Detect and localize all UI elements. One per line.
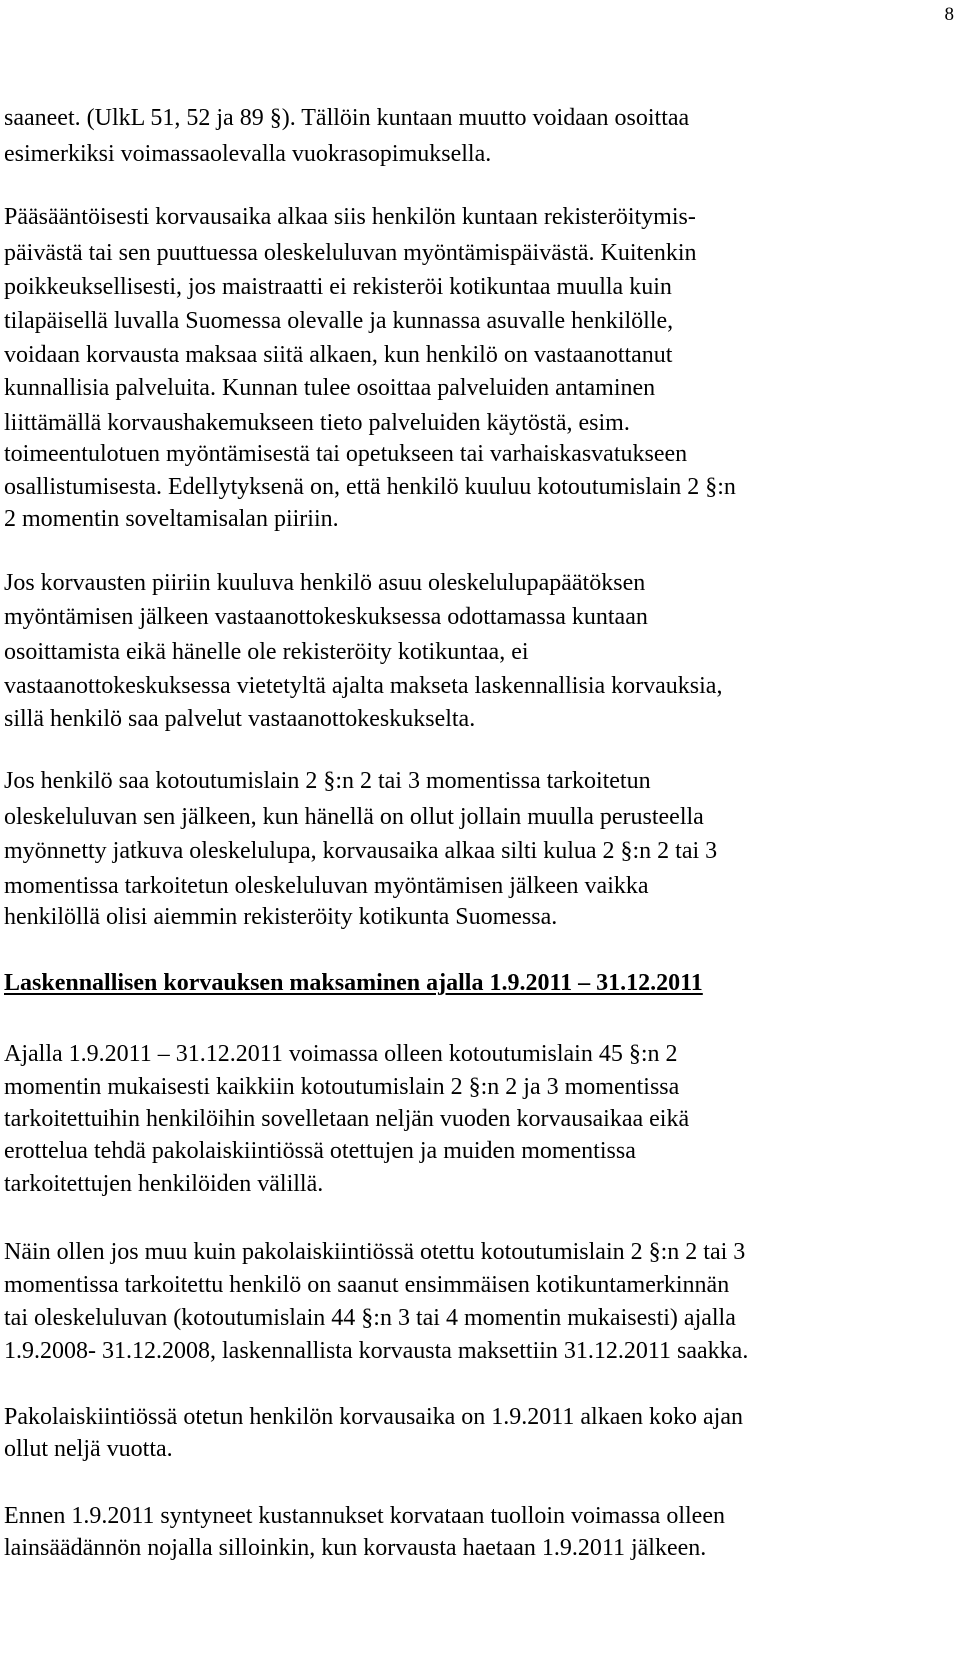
text-line: tilapäisellä luvalla Suomessa olevalle ja kunnassa asuvalle henkilölle, [4, 308, 674, 334]
text-line: momentin mukaisesti kaikkiin kotoutumislain 2 §:n 2 ja 3 momentissa [4, 1074, 680, 1100]
text-line: Pääsääntöisesti korvausaika alkaa siis henkilön kuntaan rekisteröitymis- [4, 204, 696, 230]
text-line: 2 momentin soveltamisalan piiriin. [4, 506, 339, 532]
text-line: tarkoitettuihin henkilöihin sovelletaan neljän vuoden korvausaikaa eikä [4, 1106, 690, 1132]
text-line: Pakolaiskiintiössä otetun henkilön korvausaika on 1.9.2011 alkaen koko ajan [4, 1404, 743, 1430]
text-line: Ajalla 1.9.2011 – 31.12.2011 voimassa olleen kotoutumislain 45 §:n 2 [4, 1041, 678, 1067]
text-line: vastaanottokeskuksessa vietetyltä ajalta makseta laskennallisia korvauksia, [4, 673, 723, 699]
text-line: erottelua tehdä pakolaiskiintiössä otettujen ja muiden momentissa [4, 1138, 636, 1164]
text-line: päivästä tai sen puuttuessa oleskeluluvan myöntämispäivästä. Kuitenkin [4, 240, 697, 266]
text-line: Jos henkilö saa kotoutumislain 2 §:n 2 tai 3 momentissa tarkoitetun [4, 768, 651, 794]
text-line: 1.9.2008- 31.12.2008, laskennallista korvausta maksettiin 31.12.2011 saakka. [4, 1338, 749, 1364]
text-line: sillä henkilö saa palvelut vastaanottokeskukselta. [4, 706, 476, 732]
text-line: ollut neljä vuotta. [4, 1436, 173, 1462]
text-line: osallistumisesta. Edellytyksenä on, että henkilö kuuluu kotoutumislain 2 §:n [4, 474, 736, 500]
text-line: henkilöllä olisi aiemmin rekisteröity kotikunta Suomessa. [4, 904, 558, 930]
text-line: oleskeluluvan sen jälkeen, kun hänellä on ollut jollain muulla perusteella [4, 804, 704, 830]
text-line: esimerkiksi voimassaolevalla vuokrasopimuksella. [4, 141, 492, 167]
text-line: saaneet. (UlkL 51, 52 ja 89 §). Tällöin kuntaan muutto voidaan osoittaa [4, 105, 690, 131]
text-line: tai oleskeluluvan (kotoutumislain 44 §:n 3 tai 4 momentin mukaisesti) ajalla [4, 1305, 736, 1331]
text-line: osoittamista eikä hänelle ole rekisteröity kotikuntaa, ei [4, 639, 529, 665]
text-line: liittämällä korvaushakemukseen tieto palveluiden käytöstä, esim. [4, 410, 630, 436]
text-line: lainsäädännön nojalla silloinkin, kun korvausta haetaan 1.9.2011 jälkeen. [4, 1535, 707, 1561]
text-line: myönnetty jatkuva oleskelulupa, korvausaika alkaa silti kulua 2 §:n 2 tai 3 [4, 838, 718, 864]
text-line: momentissa tarkoitettu henkilö on saanut ensimmäisen kotikuntamerkinnän [4, 1272, 730, 1298]
text-line: toimeentulotuen myöntämisestä tai opetukseen tai varhaiskasvatukseen [4, 441, 688, 467]
text-line: poikkeuksellisesti, jos maistraatti ei rekisteröi kotikuntaa muulla kuin [4, 274, 672, 300]
text-line: kunnallisia palveluita. Kunnan tulee osoittaa palveluiden antaminen [4, 375, 656, 401]
text-line: tarkoitettujen henkilöiden välillä. [4, 1171, 324, 1197]
section-heading: Laskennallisen korvauksen maksaminen ajalla 1.9.2011 – 31.12.2011 [4, 970, 703, 996]
text-line: myöntämisen jälkeen vastaanottokeskuksessa odottamassa kuntaan [4, 604, 648, 630]
text-line: voidaan korvausta maksaa siitä alkaen, kun henkilö on vastaanottanut [4, 342, 673, 368]
text-line: Näin ollen jos muu kuin pakolaiskiintiössä otettu kotoutumislain 2 §:n 2 tai 3 [4, 1239, 746, 1265]
text-line: Jos korvausten piiriin kuuluva henkilö asuu oleskelulupapäätöksen [4, 570, 646, 596]
page-number: 8 [944, 4, 954, 25]
text-line: Ennen 1.9.2011 syntyneet kustannukset korvataan tuolloin voimassa olleen [4, 1503, 725, 1529]
text-line: momentissa tarkoitetun oleskeluluvan myöntämisen jälkeen vaikka [4, 873, 649, 899]
